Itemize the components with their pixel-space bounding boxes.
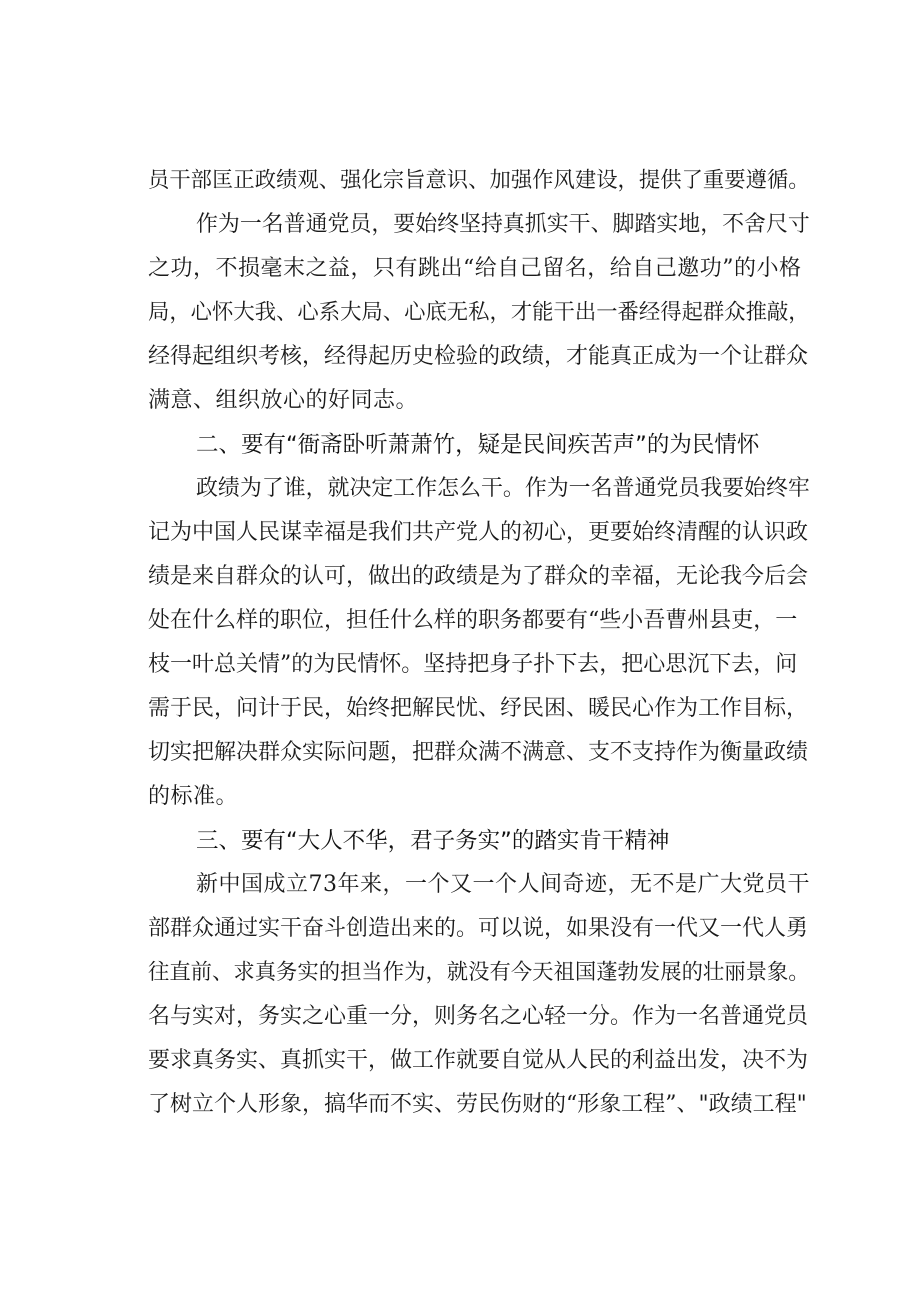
paragraph-line: 需于民，问计于民，始终把解民忧、纾民困、暖民心作为工作目标，	[148, 696, 809, 721]
paragraph-line: 满意、组织放心的好同志。	[148, 388, 419, 413]
paragraph-line: 往直前、求真务实的担当作为，就没有今天祖国蓬勃发展的壮丽景象。	[148, 960, 810, 985]
paragraph-line: 记为中国人民谋幸福是我们共产党人的初心，更要始终清醒的认识政	[148, 520, 809, 545]
paragraph-line: 员干部匡正政绩观、强化宗旨意识、加强作风建设，提供了重要遵循。	[148, 168, 810, 193]
paragraph-line: 枝一叶总关情”的为民情怀。坚持把身子扑下去，把心思沉下去，问	[148, 652, 798, 677]
paragraph-line: 作为一名普通党员，要始终坚持真抓实干、脚踏实地，不舍尺寸	[196, 212, 810, 237]
paragraph-line: 要求真务实、真抓实干，做工作就要自觉从人民的利益出发，决不为	[148, 1048, 809, 1073]
paragraph-line: 政绩为了谁，就决定工作怎么干。作为一名普通党员我要始终牢	[196, 476, 810, 501]
section-heading: 二、要有“衙斋卧听萧萧竹，疑是民间疾苦声”的为民情怀	[196, 432, 760, 458]
paragraph-line: 局，心怀大我、心系大局、心底无私，才能干出一番经得起群众推敲，	[148, 300, 810, 325]
paragraph-line: 部群众通过实干奋斗创造出来的。可以说，如果没有一代又一代人勇	[148, 916, 809, 941]
paragraph-line: 之功，不损毫末之益，只有跳出“给自己留名，给自己邀功”的小格	[148, 256, 802, 281]
paragraph-line: 经得起组织考核，经得起历史检验的政绩，才能真正成为一个让群众	[148, 344, 809, 369]
paragraph-line: 名与实对，务实之心重一分，则务名之心轻一分。作为一名普通党员	[148, 1004, 809, 1029]
paragraph-line: 了树立个人形象，搞华而不实、劳民伤财的“形象工程”、"政绩工程"	[148, 1092, 807, 1117]
paragraph-line: 切实把解决群众实际问题，把群众满不满意、支不支持作为衡量政绩	[148, 740, 809, 765]
paragraph-line: 新中国成立73年来，一个又一个人间奇迹，无不是广大党员干	[196, 872, 810, 897]
section-heading: 三、要有“大人不华，君子务实”的踏实肯干精神	[196, 828, 670, 854]
paragraph-line: 的标准。	[148, 784, 239, 809]
paragraph-line: 绩是来自群众的认可，做出的政绩是为了群众的幸福，无论我今后会	[148, 564, 809, 589]
paragraph-line: 处在什么样的职位，担任什么样的职务都要有“些小吾曹州县吏，一	[148, 608, 798, 633]
